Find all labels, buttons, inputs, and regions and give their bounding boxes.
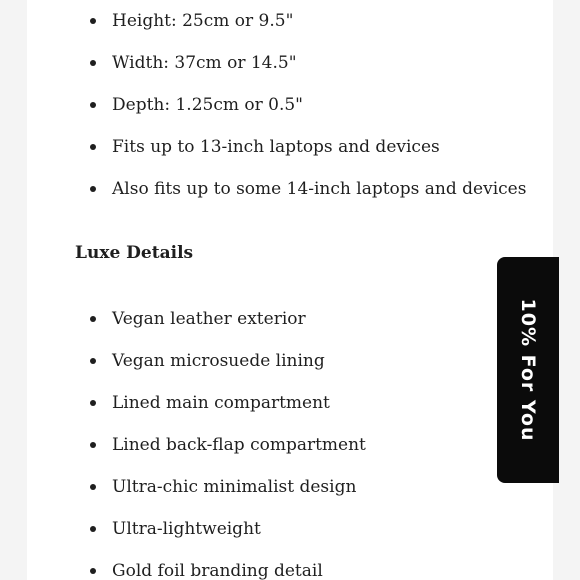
bullet-icon xyxy=(90,186,96,192)
bullet-icon xyxy=(90,568,96,574)
bullet-icon xyxy=(90,400,96,406)
list-item xyxy=(27,382,547,424)
bullet-icon xyxy=(90,526,96,532)
luxe-item-label: Ultra-chic minimalist design xyxy=(112,477,357,497)
spec-height: Height: 25cm or 9.5" xyxy=(112,11,294,31)
list-item xyxy=(27,126,547,168)
bullet-icon xyxy=(90,442,96,448)
bullet-icon xyxy=(90,144,96,150)
list-item xyxy=(27,0,547,42)
list-item xyxy=(27,42,547,84)
luxe-details-list xyxy=(27,298,547,580)
list-item xyxy=(27,84,547,126)
bullet-icon xyxy=(90,358,96,364)
luxe-item-label: Gold foil branding detail xyxy=(112,561,323,580)
list-item xyxy=(27,508,547,550)
spec-fit-13: Fits up to 13-inch laptops and devices xyxy=(112,137,440,157)
discount-promo-label: 10% For You xyxy=(517,298,539,442)
specs-list xyxy=(27,0,547,210)
spec-depth: Depth: 1.25cm or 0.5" xyxy=(112,95,304,115)
luxe-item-label: Vegan microsuede lining xyxy=(112,351,325,371)
luxe-item-label: Vegan leather exterior xyxy=(112,309,306,329)
bullet-icon xyxy=(90,60,96,66)
list-item xyxy=(27,298,547,340)
luxe-item-label: Lined back-flap compartment xyxy=(112,435,366,455)
bullet-icon xyxy=(90,484,96,490)
luxe-details-heading: Luxe Details xyxy=(75,243,194,263)
list-item xyxy=(27,424,547,466)
luxe-item-label: Ultra-lightweight xyxy=(112,519,261,539)
spec-width: Width: 37cm or 14.5" xyxy=(112,53,297,73)
list-item xyxy=(27,466,547,508)
list-item xyxy=(27,550,547,580)
luxe-item-label: Lined main compartment xyxy=(112,393,330,413)
discount-promo-tab[interactable] xyxy=(497,257,559,483)
product-details-content xyxy=(27,0,553,580)
spec-fit-14: Also fits up to some 14-inch laptops and devices xyxy=(112,179,527,199)
list-item xyxy=(27,340,547,382)
bullet-icon xyxy=(90,316,96,322)
bullet-icon xyxy=(90,18,96,24)
bullet-icon xyxy=(90,102,96,108)
list-item xyxy=(27,168,547,210)
